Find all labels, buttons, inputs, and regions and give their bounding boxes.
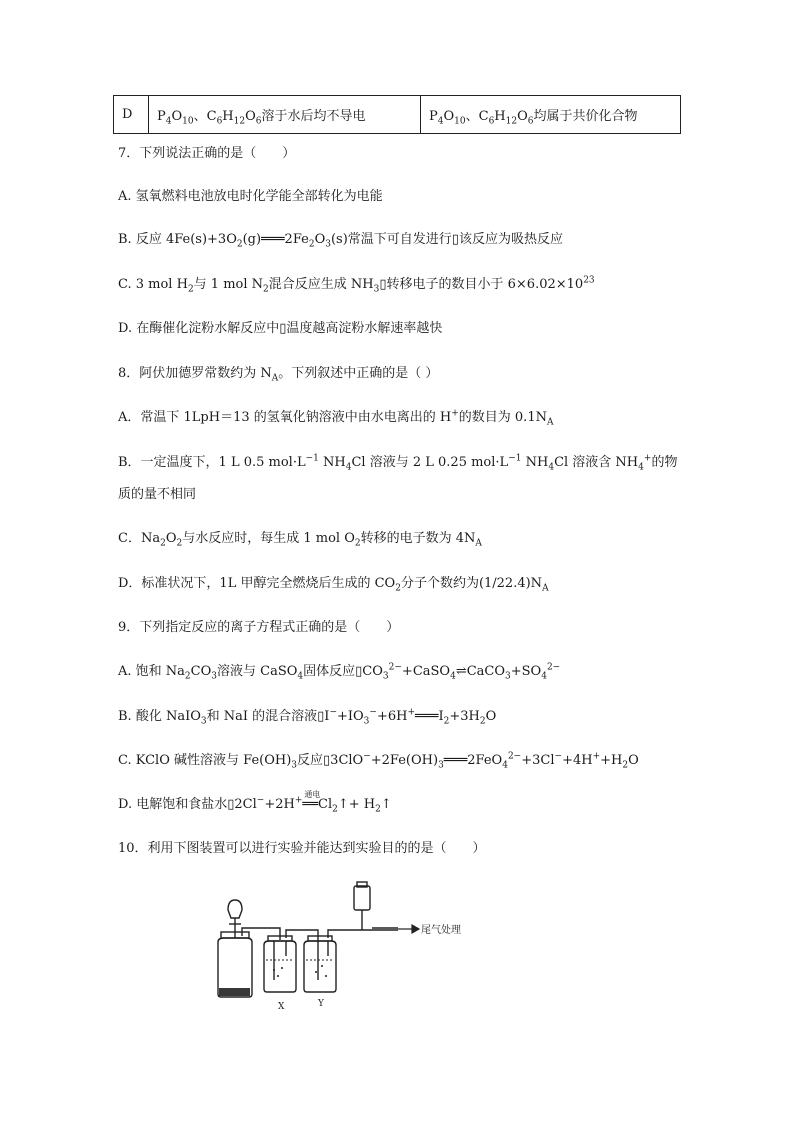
q9-option-a: A. 饱和 $Na_2CO_3$溶液与 CaSO$_4$固体反应$▯CO_3^{2-}+CaSO_4\rightleftharpoons CaCO_3+SO_4^{2-}$ [118,662,561,682]
table-row [114,96,681,134]
q7-stem: 7．下列说法正确的是（ ） [118,146,296,161]
q7-option-c: C. 3 mol $H_2$与 1 mol $N_2$混合反应生成 $NH_3▯$转移电子的数目小于 $6\times 6.02\times 10^{23}$ [118,275,595,295]
option-table [113,95,681,134]
q8-stem: 8．阿伏加德罗常数约为 $N_A$。下列叙述中正确的是（ ） [118,366,439,384]
q9-stem: 9．下列指定反应的离子方程式正确的是（ ） [118,620,400,635]
exhaust-label: 尾气处理 [421,925,461,936]
option-letter: D [114,96,149,134]
fact-cell: $P_4O_{10}$、$C_6H_{12}O_6$溶于水后均不导电 [149,96,421,134]
q7-option-d: D. 在酶催化淀粉水解反应中▯温度越高淀粉水解速率越快 [118,321,443,336]
apparatus-drawing [212,880,472,1015]
apparatus-figure [212,880,472,1015]
q8-option-c: C．$Na_2O_2$与水反应时，每生成 1 mol $O_2$转移的电子数为 $4N_A$ [118,531,482,549]
bottle-y-label: Y [318,999,324,1009]
q8-option-b-cont: 质的量不相同 [118,487,197,502]
q9-option-b: B. 酸化 NaIO$_3$和 NaI 的混合溶液$▯I^-+IO_3^-+6H^+═══I_2+3H_2O$ [118,707,497,727]
q8-option-b: B．一定温度下，1 L 0.5 $mol\cdot L^{-1}$ $NH_4Cl$ 溶液与 2 L 0.25 $mol\cdot L^{-1}$ $NH_4Cl$ 溶液含 $NH_4^+$的物 [118,453,678,473]
q9-option-d: D. 电解饱和食盐水▯2Cl−+2H+ 通电 $══Cl_2↑+$ $H_2↑$ [118,790,392,815]
electrolysis-arrow: 通电 ══Cl [302,790,333,812]
q8-option-a: A．常温下 1LpH＝13 的氢氧化钠溶液中由水电离出的 H+的数目为 $0.1N_A$ [118,408,554,428]
q7-option-b: B. 反应 $4Fe(s)+3O_2(g)═══2Fe_2O_3(s)$常温下可自发进行▯该反应为吸热反应 [118,232,563,250]
q10-stem: 10．利用下图装置可以进行实验并能达到实验目的的是（ ） [118,841,486,856]
q9-option-c: C. KClO 碱性溶液与 $Fe(OH)_3$反应$▯3ClO^-+2Fe(OH)_3═══2FeO_4^{2-}+3Cl^-+4H^++H_2O$ [118,751,639,771]
q8-option-d: D．标准状况下，1L 甲醇完全燃烧后生成的 $CO_2$分子个数约为$(1/22.4)N_A$ [118,576,549,594]
reason-cell: $P_4O_{10}$、$C_6H_{12}O_6$均属于共价化合物 [421,96,681,134]
q7-option-a: A. 氢氧燃料电池放电时化学能全部转化为电能 [118,189,383,204]
bottle-x-label: X [278,1002,285,1012]
